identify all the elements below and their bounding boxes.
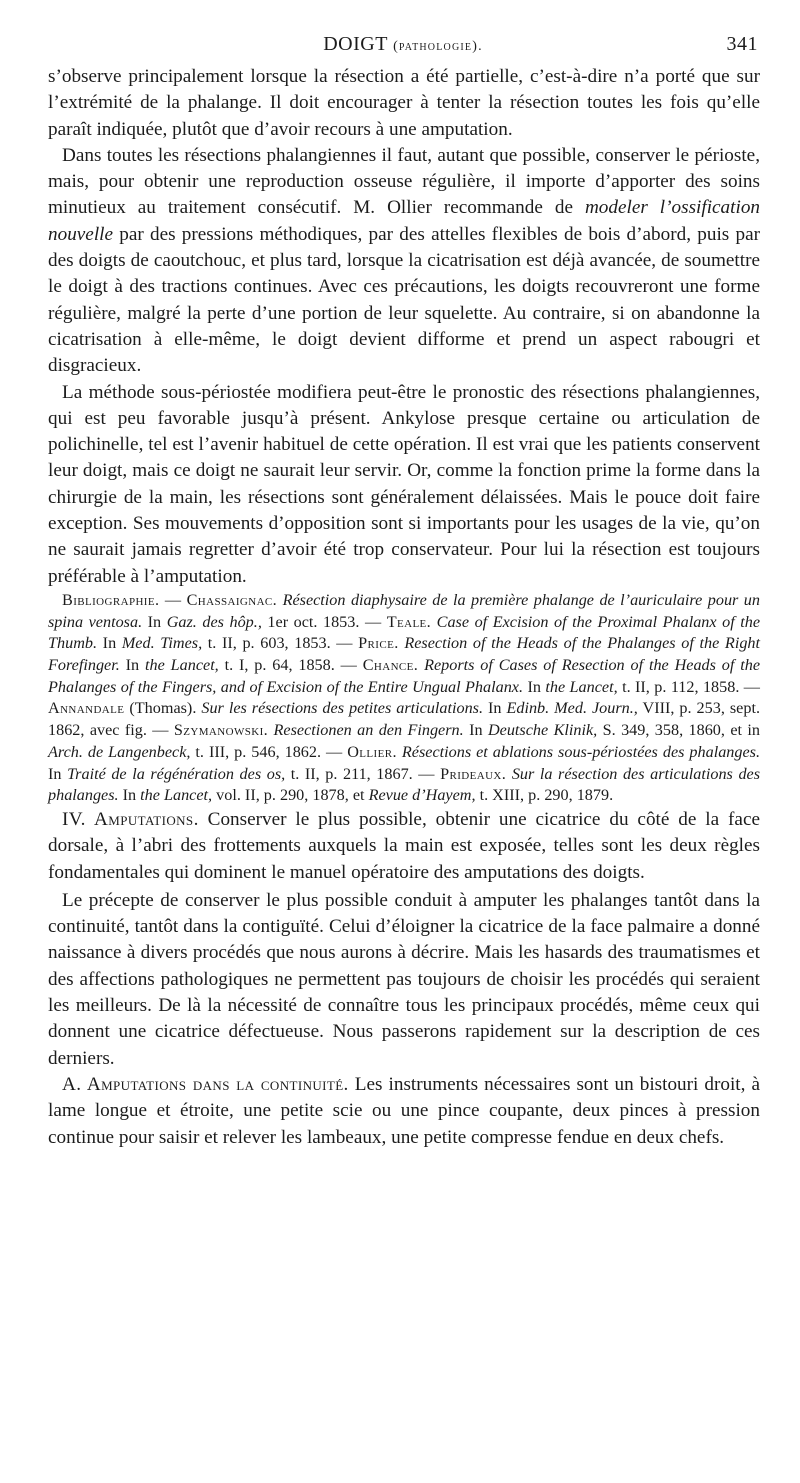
paragraph-periosteum-emphasis: modeler l’ossification nouvelle <box>48 197 761 245</box>
bib-journal: the Lancet, <box>545 677 618 696</box>
running-title-main: DOIGT <box>323 33 388 55</box>
bib-sep: t. III, p. 546, 1862. — <box>190 742 348 761</box>
section-a-intro <box>48 1072 760 1151</box>
bib-sep: In <box>142 612 167 631</box>
bib-author: Chassaignac. <box>186 590 278 609</box>
bib-journal: Gaz. des hôp., <box>166 612 262 631</box>
bib-sep: In <box>523 677 546 696</box>
bib-title: Résection diaphysaire de la première phalange de l’auriculaire pour un spina ventosa. <box>48 590 760 631</box>
bib-journal: Med. Times, <box>121 634 203 653</box>
bib-sep: vol. II, p. 290, 1878, et <box>212 786 369 805</box>
bib-title: Résections et ablations sous-périostées des phalanges. <box>396 742 761 761</box>
bib-author: Price. <box>358 634 399 653</box>
bib-sep: In <box>118 786 141 805</box>
paragraph-continuation: s’observe principalement lorsque la résection a été partielle, c’est-à-dire n’a porté que sur l’extrémité de la phalange. Il doit encourager à tenter la résection toutes les fois qu’elle paraît indiquée, plutôt que d’avoir recours à une amputation. <box>48 66 760 140</box>
bib-sep: In <box>97 634 122 653</box>
running-header <box>48 33 758 57</box>
section-iv-heading: IV. Amputations. <box>62 808 199 830</box>
page-body <box>48 64 760 1151</box>
bib-journal: Traité de la régénération des os, <box>67 764 286 783</box>
paragraph-prognosis: La méthode sous-périostée modifiera peut-être le pronostic des résections phalangiennes, qui est peu favorable jusqu’à présent. Ankylose presque certaine ou articulation de polichinelle, tel est l’avenir habituel de cette opération. Il est vrai que les patients conservent leur doigt, mais ce doigt ne saurait leur servir. Or, comme la fonction prime la forme dans la chirurgie de la main, les résections sont généralement délaissées. Mais le pouce doit faire exception. Ses mouvements d’opposition sont si importants pour les usages de la vie, qu’on ne saurait jamais regretter d’avoir été trop conservateur. Pour lui la résection est toujours préférable à l’amputation. <box>48 381 760 587</box>
running-title <box>48 33 758 56</box>
bib-title: Reports of Cases of Resection of the Heads of the Phalanges of the Fingers, and of Excision of the Entire Ungual Phalanx. <box>48 656 761 696</box>
section-iv-intro-text: Conserver le plus possible, obtenir une cicatrice du côté de la face dorsale, à l’abri des frottements auxquels la main est exposée, telles sont les deux règles fondamentales qui dominent le manuel opératoire des amputations des doigts. <box>48 808 760 883</box>
bib-sep: In <box>463 721 488 740</box>
bib-author: Annandale <box>48 699 125 718</box>
paragraph-periosteum-end: par des pressions méthodiques, par des attelles flexibles de bois d’abord, puis par des doigts de caoutchouc, et plus tard, lorsque la cicatrisation est déjà avancée, de soumettre le doigt à des tractions continues. Avec ces précautions, les doigts recouvreront une forme régulière, malgré la perte d’une portion de leur squelette. Au contraire, si on abandonne la cicatrisation à elle-même, le doigt devient difforme et prend un aspect rabougri et disgracieux. <box>48 223 760 377</box>
bib-sep: t. XIII, p. 290, 1879. <box>475 786 614 805</box>
paragraph-periosteum <box>48 143 760 380</box>
section-iv-paragraph: Le précepte de conserver le plus possible conduit à amputer les phalanges tantôt dans la continuité, tantôt dans la contiguïté. Celui d’éloigner la cicatrice de la face palmaire a donné naissance à divers procédés que nous aurons à décrire. Mais les hasards des traumatismes et des affections pathologiques ne permettent pas toujours de choisir les procédés qui seraient les meilleurs. De là la nécessité de connaître tous les principaux procédés, même ceux qui donnent une cicatrice défectueuse. Nous passerons rapidement sur la description de ces derniers. <box>48 889 760 1069</box>
page-number: 341 <box>726 33 758 55</box>
bib-sep: In <box>48 764 68 783</box>
bib-sep: t. I, p. 64, 1858. — <box>218 656 363 675</box>
bib-title: Sur la résection des articulations des phalanges. <box>48 764 761 805</box>
bib-sep: 1er oct. 1853. — <box>261 612 387 631</box>
section-a-intro-text: Les instruments nécessaires sont un bistouri droit, à lame longue et étroite, une petite scie ou une pince coupante, deux pinces à pression continue pour saisir et relever les lambeaux, une petite compresse fendue en deux chefs. <box>48 1073 760 1148</box>
bib-journal: the Lancet, <box>140 786 213 805</box>
bib-sep: (Thomas). <box>124 699 202 718</box>
bib-title: Resection of the Heads of the Phalanges of the Right Forefinger. <box>48 634 761 675</box>
bib-sep: In <box>119 656 145 675</box>
paragraph-periosteum-start: Dans toutes les résections phalangiennes il faut, autant que possible, conserver le périoste, mais, pour obtenir une reproduction osseuse régulière, il importe d’apporter des soins minutieux au traitement consécutif. M. Ollier recommande de <box>48 144 760 219</box>
bib-title: Case of Excision of the Proximal Phalanx of the Thumb. <box>48 612 761 653</box>
bib-journal: the Lancet, <box>145 656 219 675</box>
bibliography <box>48 590 760 807</box>
section-a-heading: A. Amputations dans la continuité. <box>62 1073 349 1095</box>
bib-title: Sur les résections des petites articulations. <box>201 699 484 718</box>
bib-author: Chance. <box>362 656 419 675</box>
bib-journal: Arch. de Langenbeck, <box>48 742 191 761</box>
bib-journal: Revue d’Hayem, <box>368 786 476 805</box>
bib-journal: Edinb. Med. Journ., <box>506 699 638 718</box>
section-iv-intro <box>48 807 760 886</box>
bib-sep: — <box>159 590 187 609</box>
bib-sep: t. II, p. 112, 1858. — <box>617 677 760 696</box>
bib-sep: VIII, p. 253, sept. 1862, avec fig. — <box>48 699 760 740</box>
bib-author: Szymanowski. <box>173 721 269 740</box>
bib-sep: t. II, p. 211, 1867. — <box>285 764 441 783</box>
bib-sep: t. II, p. 603, 1853. — <box>202 634 359 653</box>
bib-sep: S. 349, 358, 1860, et in <box>597 721 761 740</box>
bib-journal: Deutsche Klinik, <box>487 721 598 740</box>
bib-sep: In <box>483 699 507 718</box>
bib-author: Prideaux. <box>440 764 507 783</box>
running-title-subtitle: (pathologie). <box>393 39 483 54</box>
bib-title: Resectionen an den Fingern. <box>268 721 464 740</box>
bib-author: Teale. <box>386 612 432 631</box>
bibliography-label: Bibliographie. <box>62 590 160 609</box>
bib-author: Ollier. <box>347 742 397 761</box>
